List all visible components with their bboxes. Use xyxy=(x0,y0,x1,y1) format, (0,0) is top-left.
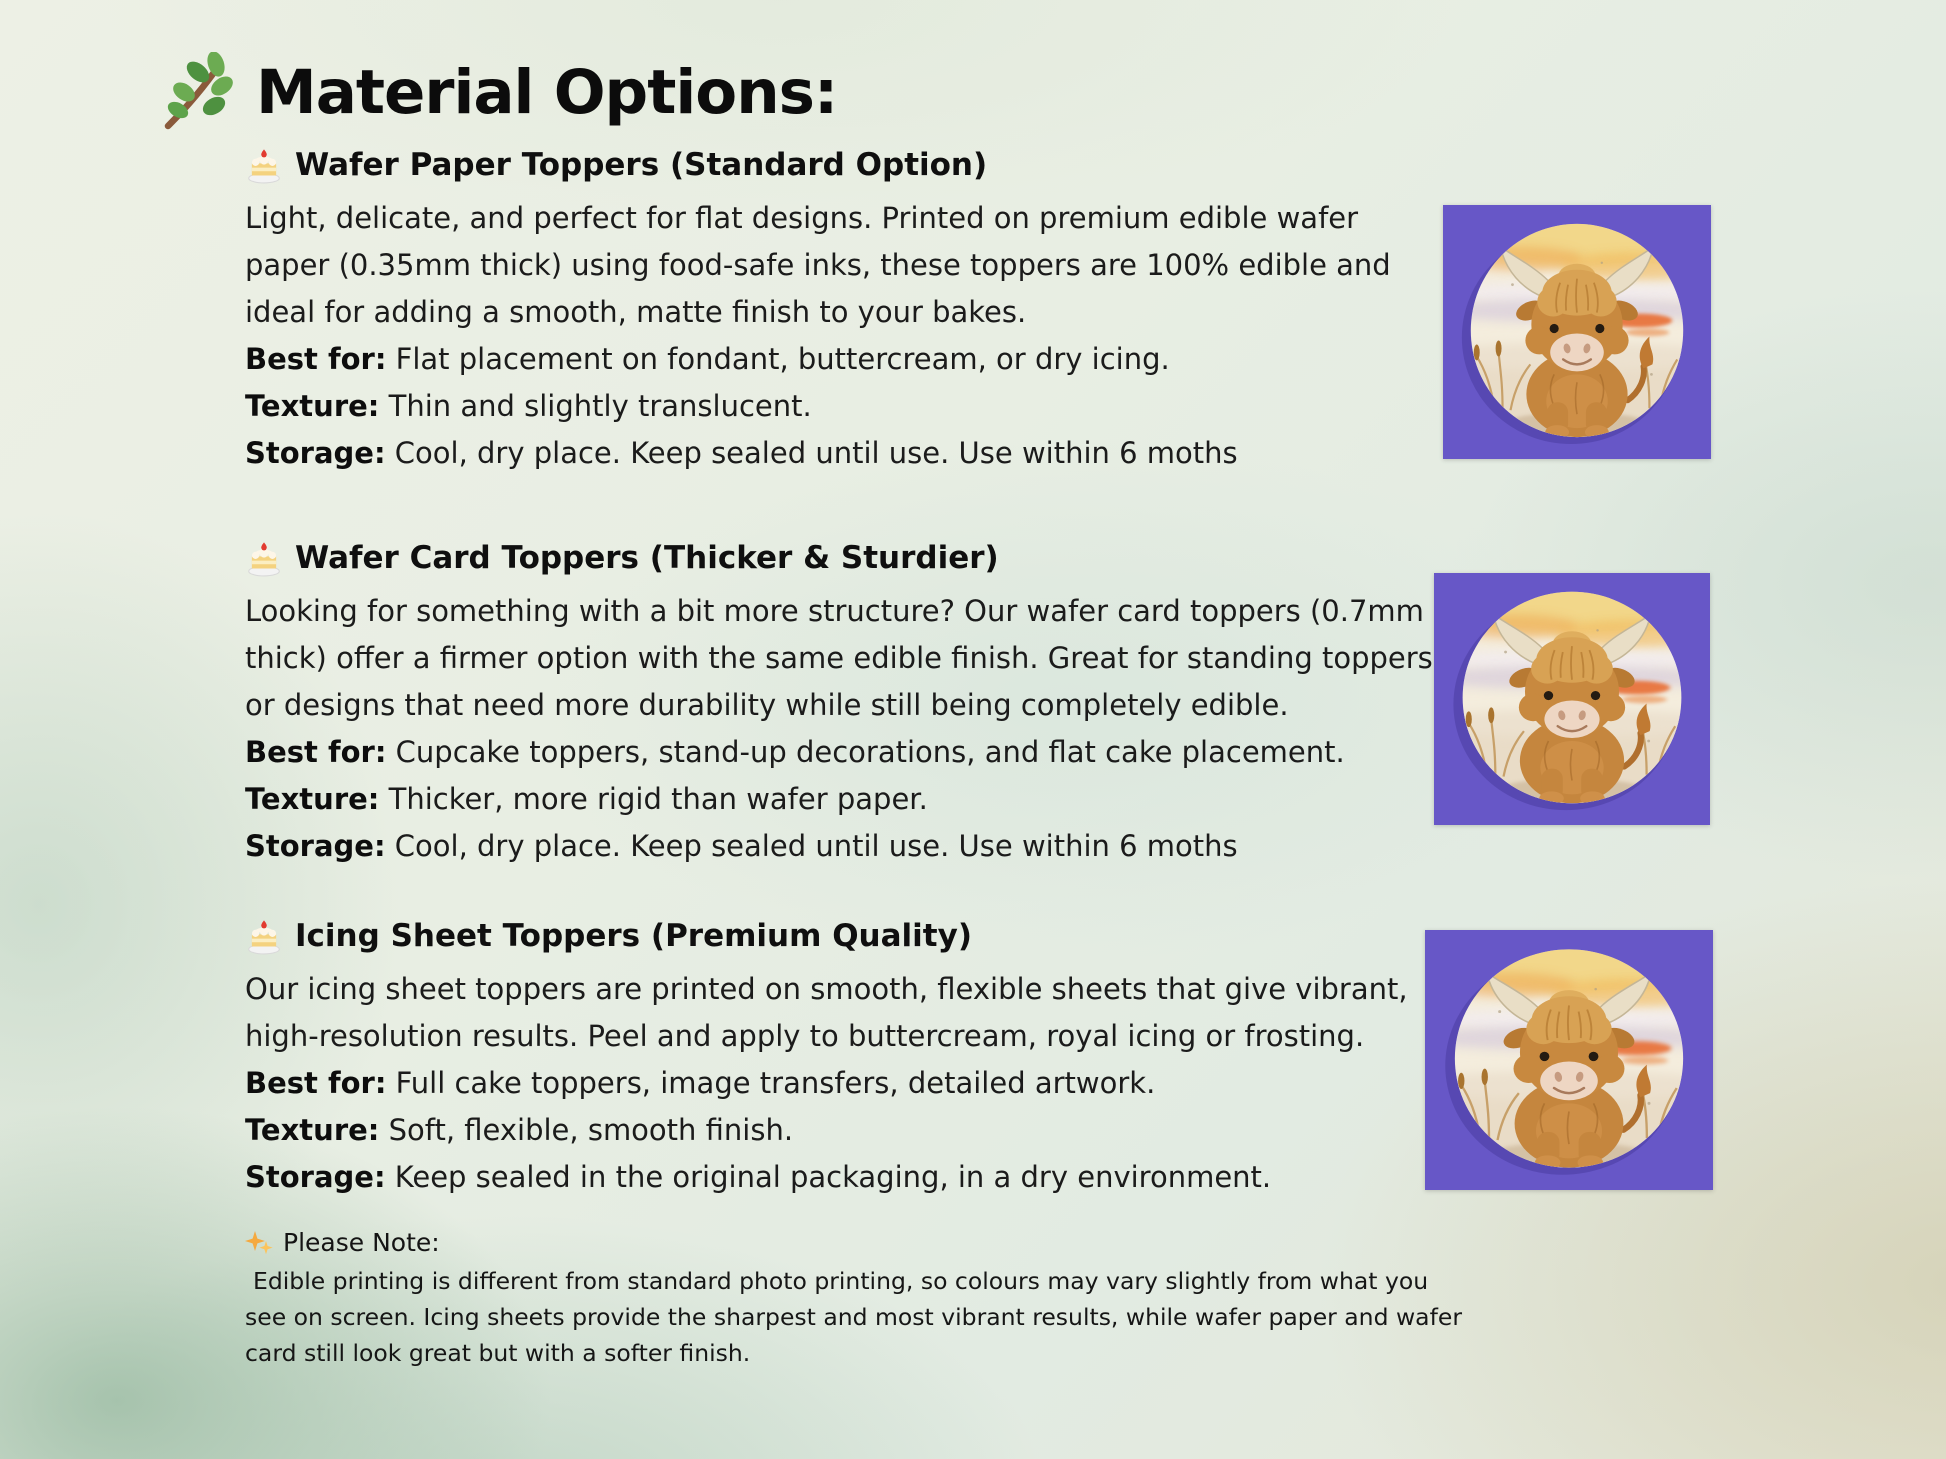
page-title: Material Options: xyxy=(256,56,838,128)
section-description: Our icing sheet toppers are printed on smooth, flexible sheets that give vibrant, high-resolution results. Peel and apply to buttercream, royal icing or frosting. xyxy=(245,972,1408,1053)
section-wafer-card xyxy=(245,538,1440,870)
texture-value: Thicker, more rigid than wafer paper. xyxy=(388,782,928,816)
section-description: Light, delicate, and perfect for flat designs. Printed on premium edible wafer paper (0.35mm thick) using food-safe inks, these toppers are 100% edible and ideal for adding a smooth, matte finish to your bakes. xyxy=(245,201,1391,329)
storage-line xyxy=(245,1154,1440,1201)
best-for-value: Cupcake toppers, stand-up decorations, and flat cake placement. xyxy=(395,735,1345,769)
texture-label: Texture: xyxy=(245,389,380,423)
storage-label: Storage: xyxy=(245,1160,386,1194)
section-heading xyxy=(245,538,1440,578)
section-heading-text: Wafer Paper Toppers (Standard Option) xyxy=(295,147,988,183)
section-wafer-paper xyxy=(245,145,1440,477)
storage-label: Storage: xyxy=(245,829,386,863)
texture-label: Texture: xyxy=(245,1113,380,1147)
best-for-value: Full cake toppers, image transfers, detailed artwork. xyxy=(395,1066,1156,1100)
texture-line xyxy=(245,383,1440,430)
cake-slice-icon xyxy=(245,917,283,955)
best-for-label: Best for: xyxy=(245,735,387,769)
texture-line xyxy=(245,776,1440,823)
storage-value: Cool, dry place. Keep sealed until use. Use within 6 moths xyxy=(394,829,1238,863)
highland-cow-topper-illustration xyxy=(1434,573,1710,825)
product-photo-wafer-card xyxy=(1434,573,1710,825)
best-for-line xyxy=(245,729,1440,776)
texture-value: Soft, flexible, smooth finish. xyxy=(388,1113,794,1147)
texture-line xyxy=(245,1107,1440,1154)
best-for-value: Flat placement on fondant, buttercream, or dry icing. xyxy=(395,342,1170,376)
section-heading xyxy=(245,916,1440,956)
section-heading-text: Icing Sheet Toppers (Premium Quality) xyxy=(295,918,972,954)
page-header xyxy=(158,52,837,132)
section-heading-text: Wafer Card Toppers (Thicker & Sturdier) xyxy=(295,540,999,576)
texture-value: Thin and slightly translucent. xyxy=(388,389,812,423)
best-for-label: Best for: xyxy=(245,1066,387,1100)
herb-branch-icon xyxy=(158,52,234,132)
best-for-label: Best for: xyxy=(245,342,387,376)
note-body-text: Edible printing is different from standard photo printing, so colours may vary slightly from what you see on screen. Icing sheets provide the sharpest and most vibrant results, while wafer paper and wafer card still look great but with a softer finish. xyxy=(245,1267,1462,1367)
cake-slice-icon xyxy=(245,539,283,577)
best-for-line xyxy=(245,1060,1440,1107)
cake-slice-icon xyxy=(245,146,283,184)
note-title-row xyxy=(245,1228,1470,1257)
highland-cow-topper-illustration xyxy=(1443,205,1711,459)
product-photo-wafer-paper xyxy=(1443,205,1711,459)
storage-line xyxy=(245,823,1440,870)
storage-line xyxy=(245,430,1440,477)
storage-value: Keep sealed in the original packaging, in a dry environment. xyxy=(394,1160,1272,1194)
note-title-text: Please Note: xyxy=(283,1228,440,1257)
texture-label: Texture: xyxy=(245,782,380,816)
product-photo-icing-sheet xyxy=(1425,930,1713,1190)
section-icing-sheet xyxy=(245,916,1440,1201)
best-for-line xyxy=(245,336,1440,383)
section-heading xyxy=(245,145,1440,185)
storage-value: Cool, dry place. Keep sealed until use. Use within 6 moths xyxy=(394,436,1238,470)
section-description: Looking for something with a bit more structure? Our wafer card toppers (0.7mm thick) offer a firmer option with the same edible finish. Great for standing toppers or designs that need more durability while still being completely edible. xyxy=(245,594,1433,722)
sparkles-icon xyxy=(245,1229,273,1257)
please-note-block xyxy=(245,1228,1470,1371)
storage-label: Storage: xyxy=(245,436,386,470)
highland-cow-topper-illustration xyxy=(1425,930,1713,1190)
